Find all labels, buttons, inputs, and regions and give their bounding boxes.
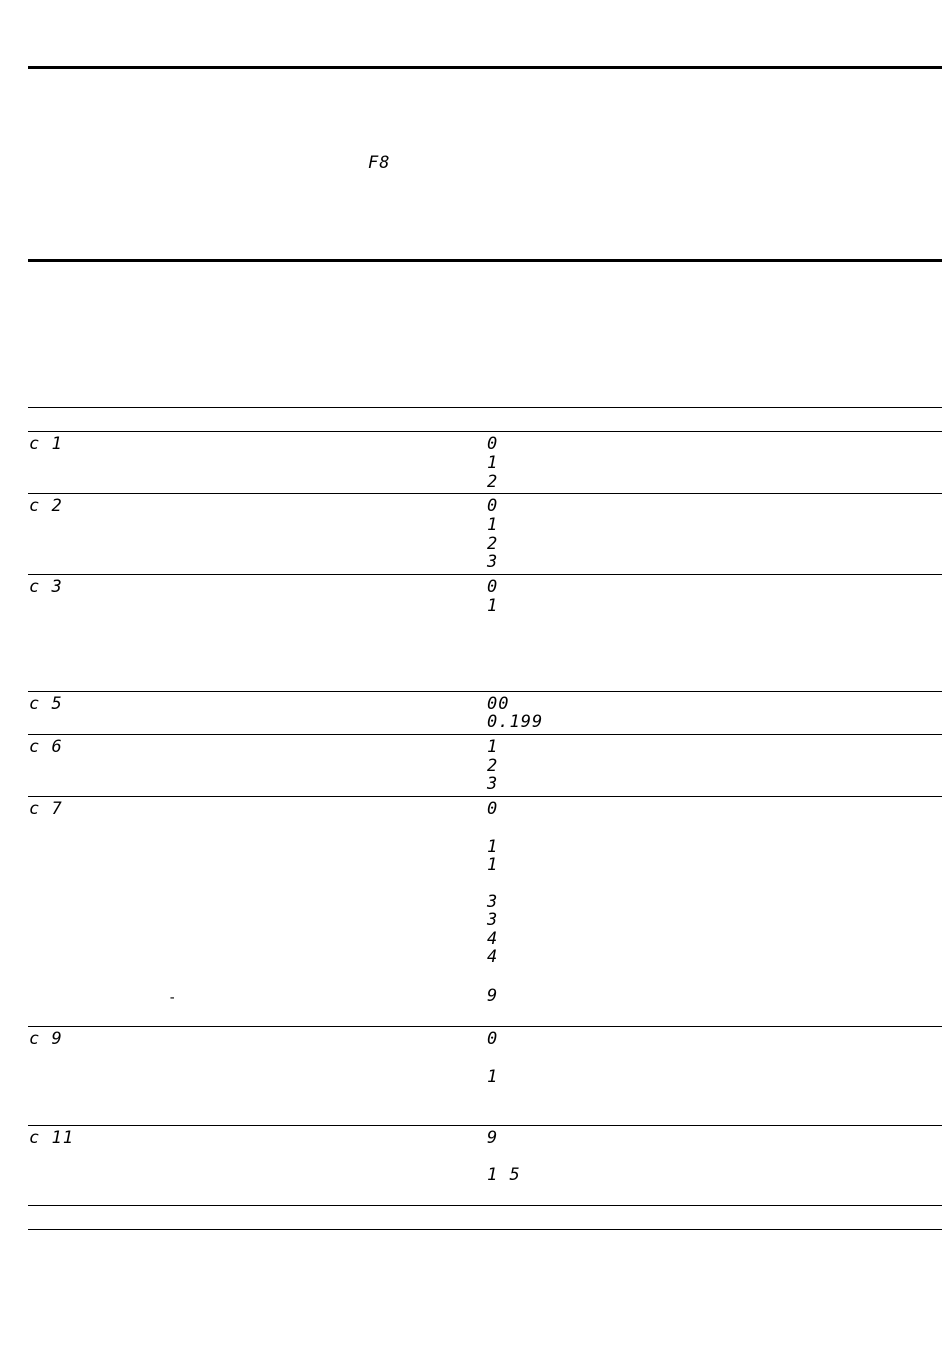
setting-value: 1 5: [487, 1165, 521, 1185]
setting-value: 1: [487, 596, 499, 616]
section-rule: [28, 259, 942, 262]
setting-value: 0: [487, 577, 499, 597]
setting-value: 0.199: [487, 712, 544, 732]
error-code-display: F8: [368, 153, 391, 173]
setting-value: 3: [487, 774, 499, 794]
setting-code: c 11: [29, 1128, 74, 1148]
setting-value: 1: [487, 1067, 499, 1087]
setting-value: 1: [487, 837, 499, 857]
setting-code: c 5: [29, 694, 63, 714]
setting-value: 1: [487, 855, 499, 875]
row-divider: [28, 1125, 942, 1126]
table-top-rule: [28, 407, 942, 408]
table-header-rule: [28, 431, 942, 432]
setting-value: 2: [487, 534, 499, 554]
setting-value: 0: [487, 496, 499, 516]
setting-value: 3: [487, 910, 499, 930]
setting-code: c 1: [29, 434, 63, 454]
setting-value: 1: [487, 737, 499, 757]
row-divider: [28, 734, 942, 735]
row-divider: [28, 574, 942, 575]
setting-value: 3: [487, 892, 499, 912]
top-rule: [28, 66, 942, 69]
setting-value: 0: [487, 434, 499, 454]
setting-code: c 7: [29, 799, 63, 819]
setting-value: 1: [487, 515, 499, 535]
setting-value: 2: [487, 756, 499, 776]
setting-code: c 9: [29, 1029, 63, 1049]
table-bottom-rule: [28, 1229, 942, 1230]
row-divider: [28, 691, 942, 692]
setting-value: 0: [487, 1029, 499, 1049]
row-divider: [28, 493, 942, 494]
setting-value: 1: [487, 453, 499, 473]
setting-value: 0: [487, 799, 499, 819]
setting-value: 9: [487, 986, 499, 1006]
setting-value: 00: [487, 694, 510, 714]
row-divider: [28, 1026, 942, 1027]
setting-code: c 2: [29, 496, 63, 516]
setting-value: 9: [487, 1128, 499, 1148]
setting-code: c 6: [29, 737, 63, 757]
setting-value: 2: [487, 472, 499, 492]
row-divider: [28, 796, 942, 797]
setting-value: 4: [487, 929, 499, 949]
setting-value: 3: [487, 552, 499, 572]
dash-mark: -: [168, 990, 178, 1006]
setting-value: 4: [487, 947, 499, 967]
setting-code: c 3: [29, 577, 63, 597]
row-divider: [28, 1205, 942, 1206]
